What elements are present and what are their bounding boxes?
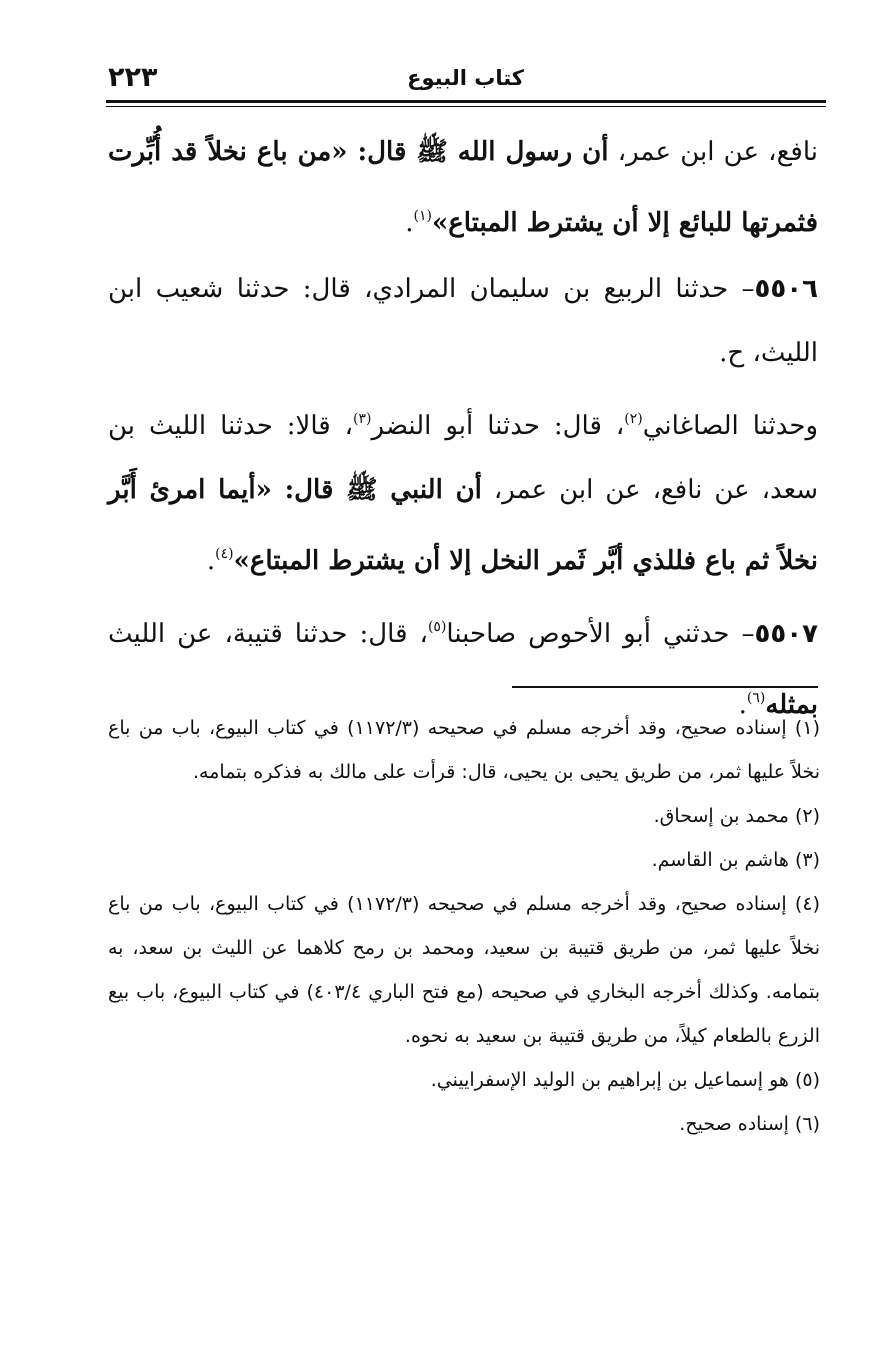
text-run: وحدثنا الصاغاني (642, 411, 818, 441)
bold-run: بمثله (765, 690, 818, 720)
footnote-5: (٥) هو إسماعيل بن إبراهيم بن الوليد الإسفراييني. (430, 1069, 820, 1091)
bold-run: أن رسول الله ﷺ قال: (347, 137, 609, 167)
footnote-ref-3[interactable]: (٣) (353, 411, 372, 427)
text-run: – حدثنا الربيع بن سليمان المرادي، قال: حدثنا شعيب ابن الليث، ح. (108, 274, 818, 368)
hadith-quote: «من باع نخلاً قد أُبِّرت فثمرتها للبائع إلا أن يشترط المبتاع» (108, 137, 818, 238)
footnote-3: (٣) هاشم بن القاسم. (651, 849, 820, 871)
footnote-ref-6[interactable]: (٦) (746, 690, 766, 706)
paragraph-5506 (108, 257, 818, 385)
text-run: ، قال: حدثنا قتيبة، عن الليث (108, 619, 428, 649)
footnotes (108, 706, 820, 1146)
footnote-ref-1[interactable]: (١) (413, 208, 432, 224)
footnote-4: (٤) إسناده صحيح، وقد أخرجه مسلم في صحيحه (١١٧٢/٣) في كتاب البيوع، باب من باع نخلاً عليها ثمر، من طريق قتيبة بن سعيد، ومحمد بن رمح كلاهما عن الليث بن سعد، به بتمامه. وكذلك أخرجه البخاري في صحيحه (مع فتح الباري ٤٠٣/٤) في كتاب البيوع، باب بيع الزرع بالطعام كيلاً، من طريق قتيبة بن سعيد به نحوه. (108, 893, 820, 1047)
footnote-1: (١) إسناده صحيح، وقد أخرجه مسلم في صحيحه (١١٧٢/٣) في كتاب البيوع، باب من باع نخلاً عليها ثمر، من طريق يحيى بن يحيى، قال: قرأت على مالك به فذكره بتمامه. (108, 717, 820, 783)
page-number: ٢٢٣ (108, 62, 158, 93)
footnote-6: (٦) إسناده صحيح. (679, 1113, 820, 1135)
footnote-2: (٢) محمد بن إسحاق. (653, 805, 820, 827)
paragraph-3 (108, 387, 818, 593)
book-title: كتاب البيوع (407, 66, 524, 90)
footnote-ref-5[interactable]: (٥) (427, 619, 447, 635)
running-header (108, 62, 824, 98)
footnote-ref-2[interactable]: (٢) (624, 411, 643, 427)
footnote-separator (512, 686, 818, 688)
text-run: نافع، عن ابن عمر، (608, 137, 818, 167)
text-run: – حدثني أبو الأحوص صاحبنا (446, 619, 755, 649)
text-run: . (206, 546, 216, 576)
text-run: . (405, 208, 414, 238)
paragraph-1 (108, 120, 818, 255)
text-run: . (738, 690, 747, 720)
hadith-quote: أن النبي ﷺ قال: «أيما امرئ أَبَّر نخلاً ثم باع فللذي أبَّر ثَمر النخل إلا أن يشترط المبتاع» (108, 475, 818, 576)
header-rule-thin (106, 106, 826, 107)
footnote-ref-4[interactable]: (٤) (215, 546, 234, 562)
text-run: ، قال: حدثنا أبو النضر (371, 411, 625, 441)
header-rule-thick (106, 100, 826, 103)
text-run: ، قالا: حدثنا الليث بن سعد، عن نافع، عن ابن عمر، (108, 411, 818, 505)
main-text (108, 120, 818, 739)
hadith-number: ٥٥٠٦ (754, 274, 818, 304)
hadith-number: ٥٥٠٧ (754, 619, 818, 649)
